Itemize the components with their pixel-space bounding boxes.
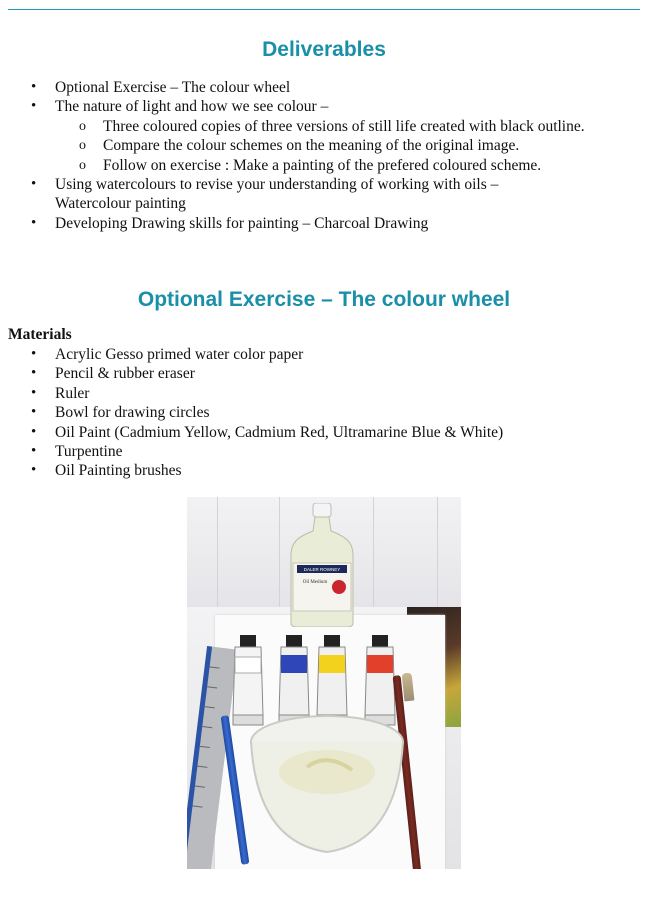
- bottle-label-text: Oil Medium: [302, 580, 328, 585]
- list-item: • Optional Exercise – The colour wheel: [0, 78, 648, 97]
- material-item: • Oil Paint (Cadmium Yellow, Cadmium Red, Ultramarine Blue & White): [0, 423, 648, 442]
- list-item-continuation: Watercolour painting: [55, 195, 186, 213]
- material-item: • Turpentine: [0, 442, 648, 461]
- oil-medium-bottle: [287, 503, 357, 627]
- material-item: • Ruler: [0, 384, 648, 403]
- plastic-bowl: [247, 712, 407, 862]
- list-item: • Developing Drawing skills for painting – Charcoal Drawing: [0, 214, 648, 233]
- material-item: • Acrylic Gesso primed water color paper: [0, 345, 648, 364]
- material-item: • Oil Painting brushes: [0, 461, 648, 480]
- colour-wheel-heading: Optional Exercise – The colour wheel: [137, 288, 511, 311]
- material-item: • Pencil & rubber eraser: [0, 364, 648, 383]
- bottle-brand-text: DALER ROWNEY: [303, 567, 341, 572]
- top-rule: [8, 9, 640, 10]
- list-item: • The nature of light and how we see colour –: [0, 97, 648, 116]
- sub-list-item: o Compare the colour schemes on the meaning of the original image.: [0, 136, 648, 155]
- material-item: • Bowl for drawing circles: [0, 403, 648, 422]
- sub-list-item: o Follow on exercise : Make a painting of the prefered coloured scheme.: [0, 156, 648, 175]
- deliverables-list: [0, 78, 648, 233]
- sub-list-item: o Three coloured copies of three versions of still life created with black outline.: [0, 117, 648, 136]
- materials-label: Materials: [8, 326, 72, 343]
- materials-list: [0, 345, 648, 481]
- list-item: • Using watercolours to revise your understanding of working with oils –: [0, 175, 648, 194]
- deliverables-heading: Deliverables: [262, 38, 386, 61]
- materials-photo: [187, 497, 461, 869]
